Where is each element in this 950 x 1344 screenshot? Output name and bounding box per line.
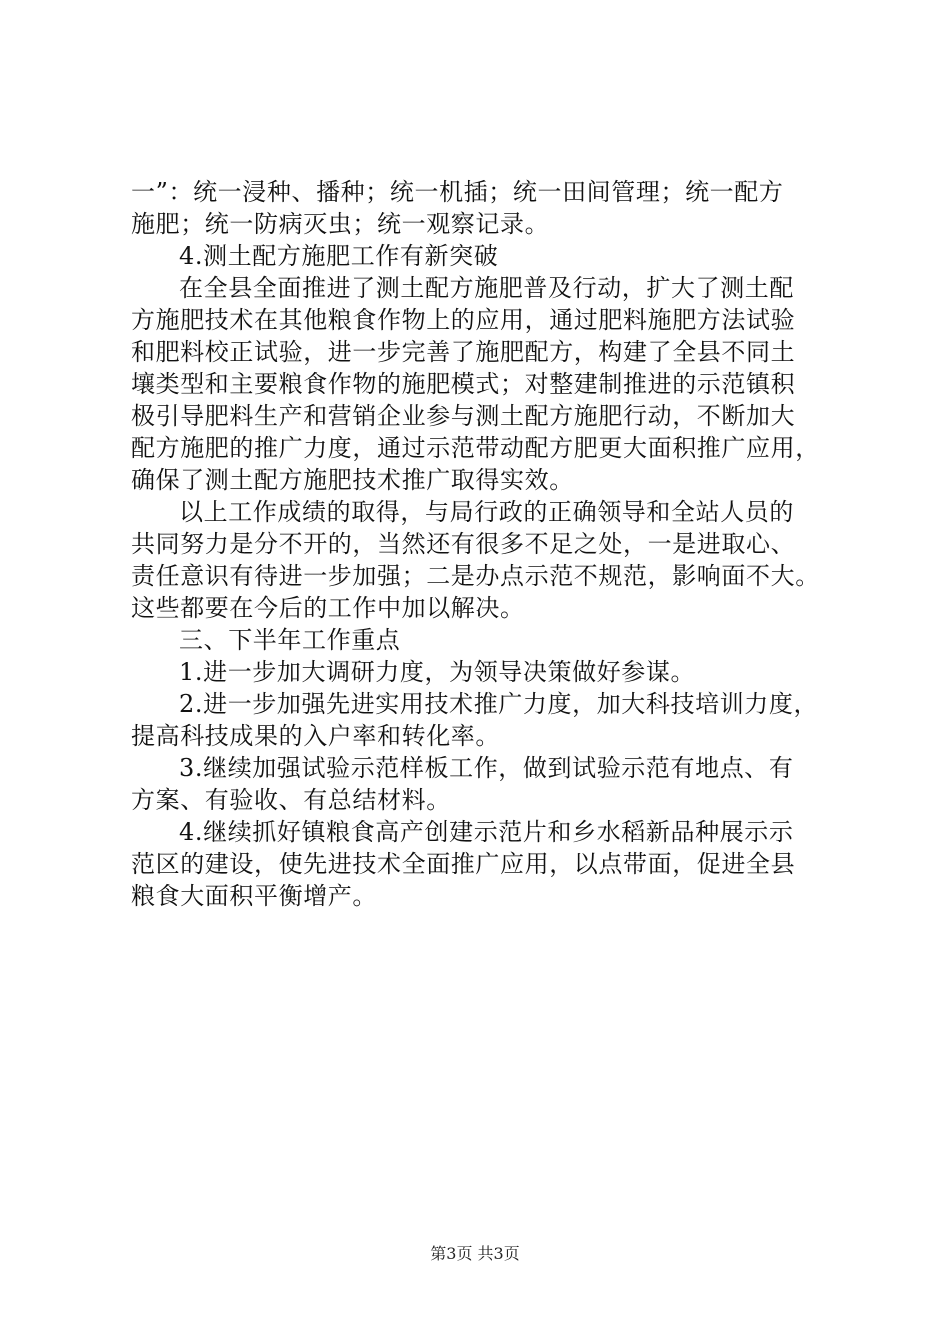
body-text-line: 配方施肥的推广力度，通过示范带动配方肥更大面积推广应用， [131, 434, 820, 462]
body-text-line: 在全县全面推进了测土配方施肥普及行动，扩大了测土配 [179, 274, 794, 302]
body-text-line: 以上工作成绩的取得，与局行政的正确领导和全站人员的 [179, 498, 794, 526]
body-text-line: 施肥；统一防病灭虫；统一观察记录。 [131, 210, 550, 238]
body-text-line: 和肥料校正试验，进一步完善了施肥配方，构建了全县不同土 [131, 338, 796, 366]
body-text-line: 责任意识有待进一步加强；二是办点示范不规范，影响面不大。 [131, 562, 820, 590]
body-text-line: 方案、有验收、有总结材料。 [131, 786, 451, 814]
body-text-line: 粮食大面积平衡增产。 [131, 882, 377, 910]
page-number-footer: 第3页 共3页 [430, 1244, 520, 1263]
list-item: 4.继续抓好镇粮食高产创建示范片和乡水稻新品种展示示 [179, 818, 794, 846]
body-text-line: 确保了测土配方施肥技术推广取得实效。 [131, 466, 574, 494]
body-text-line: 壤类型和主要粮食作物的施肥模式；对整建制推进的示范镇积 [131, 370, 796, 398]
list-item: 2.进一步加强先进实用技术推广力度，加大科技培训力度， [179, 690, 819, 718]
body-text-line: 极引导肥料生产和营销企业参与测土配方施肥行动，不断加大 [131, 402, 796, 430]
section-heading: 三、下半年工作重点 [179, 626, 401, 654]
body-text-line: 提高科技成果的入户率和转化率。 [131, 722, 500, 750]
body-text-line: 范区的建设，使先进技术全面推广应用，以点带面，促进全县 [131, 850, 796, 878]
body-text-line: 一”：统一浸种、播种；统一机插；统一田间管理；统一配方 [131, 178, 784, 206]
body-text-line: 这些都要在今后的工作中加以解决。 [131, 594, 525, 622]
section-heading: 4.测土配方施肥工作有新突破 [179, 242, 499, 270]
body-text-line: 方施肥技术在其他粮食作物上的应用，通过肥料施肥方法试验 [131, 306, 796, 334]
list-item: 1.进一步加大调研力度，为领导决策做好参谋。 [179, 658, 696, 686]
body-text-line: 共同努力是分不开的，当然还有很多不足之处，一是进取心、 [131, 530, 796, 558]
list-item: 3.继续加强试验示范样板工作，做到试验示范有地点、有 [179, 754, 794, 782]
